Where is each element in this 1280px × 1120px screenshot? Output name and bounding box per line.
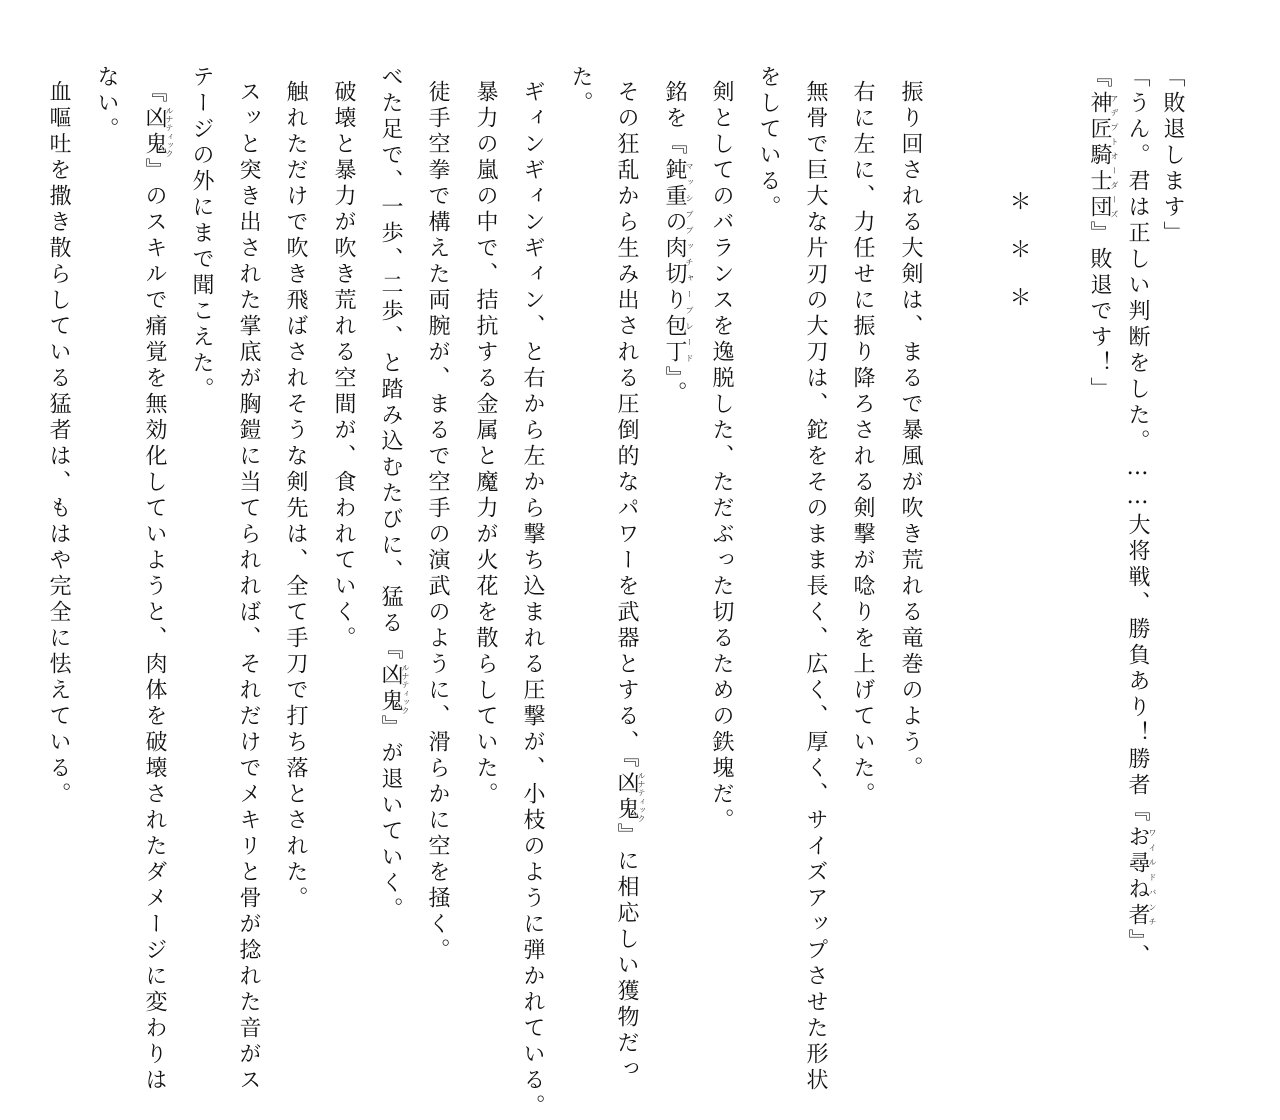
text-line — [1126, 65, 1157, 970]
text-segment: 』。 — [662, 366, 687, 407]
text-segment: 血嘔吐を撒き散らしている猛者は、もはや完全に怯えている。 — [46, 80, 71, 808]
ruby-reading: ルナティック — [401, 663, 410, 715]
text-segment: ない。 — [94, 65, 119, 143]
ruby-annotation — [662, 158, 694, 366]
text-line — [379, 65, 410, 923]
text-segment: 「敗退します」 — [1160, 65, 1185, 247]
text-segment: 暴力の嵐の中で、拮抗する金属と魔力が火花を散らしていた。 — [473, 80, 498, 808]
text-line — [95, 65, 117, 143]
text-segment: た。 — [568, 65, 593, 117]
text-line — [426, 80, 448, 964]
text-line — [237, 80, 259, 1094]
text-line — [284, 80, 306, 912]
text-line — [143, 80, 174, 1094]
text-line — [757, 65, 779, 221]
text-segment: 『 — [1087, 65, 1112, 91]
text-line — [474, 80, 496, 808]
text-segment: 』のスキルで痛覚を無効化していようと、肉体を破壊されたダメージに変わりは — [142, 158, 167, 1094]
text-line — [804, 80, 826, 1094]
text-segment: 』、 — [1125, 929, 1150, 970]
ruby-annotation — [142, 106, 174, 158]
text-segment: 』に相応しい獲物だっ — [614, 823, 639, 1083]
ruby-annotation — [1125, 825, 1157, 929]
text-segment: 触れただけで吹き飛ばされそうな剣先は、全て手刀で打ち落とされた。 — [283, 80, 308, 912]
text-segment: 『 — [142, 80, 167, 106]
text-line — [1161, 65, 1183, 247]
scene-break: ＊＊＊ — [1006, 190, 1031, 334]
ruby-base: 凶鬼 — [614, 771, 639, 823]
text-segment: 破壊と暴力が吹き荒れる空間が、食われていく。 — [331, 80, 356, 652]
text-segment: 振り回される大剣は、まるで暴風が吹き荒れる竜巻のよう。 — [898, 80, 923, 782]
ruby-reading: アデプトオーダーズ — [1110, 91, 1119, 221]
text-segment: 銘を『 — [662, 80, 687, 158]
text-line — [851, 80, 873, 808]
text-segment: 徒手空拳で構えた両腕が、まるで空手の演武のように、滑らかに空を掻く。 — [425, 80, 450, 964]
ruby-reading: ワイルドバンチ — [1148, 825, 1157, 929]
ruby-annotation — [614, 771, 646, 823]
text-segment: 』が退いていく。 — [378, 715, 403, 923]
ruby-reading: マッシブブッチャーブレード — [685, 158, 694, 366]
ruby-base: 神匠騎士団 — [1087, 91, 1112, 221]
text-line — [521, 80, 543, 1120]
ruby-annotation — [378, 663, 410, 715]
text-segment: ギィンギィンギィン、と右から左から撃ち込まれる圧撃が、小枝のように弾かれている。 — [520, 80, 545, 1120]
ruby-base: 凶鬼 — [378, 663, 403, 715]
ruby-base: 鈍重の肉切り包丁 — [662, 158, 687, 366]
text-segment: 右に左に、力任せに振り降ろされる剣撃が唸りを上げていた。 — [850, 80, 875, 808]
text-segment: をしている。 — [756, 65, 781, 221]
ruby-base: お尋ね者 — [1125, 825, 1150, 929]
text-segment: スッと突き出された掌底が胸鎧に当てられれば、それだけでメキリと骨が捻れた音がス — [236, 80, 261, 1094]
text-segment: 』敗退です！」 — [1087, 221, 1112, 403]
text-segment: 剣としてのバランスを逸脱した、ただぶった切るための鉄塊だ。 — [709, 80, 734, 834]
ruby-annotation — [1087, 91, 1119, 221]
text-line — [663, 80, 694, 407]
text-line — [47, 80, 69, 808]
ruby-reading: ルナティック — [637, 771, 646, 823]
text-segment: 「うん。君は正しい判断をした。……大将戦、勝負あり！勝者『 — [1125, 65, 1150, 825]
text-line — [710, 80, 732, 834]
text-line — [899, 80, 921, 782]
text-segment: テージの外にまで聞こえた。 — [189, 65, 214, 403]
ruby-base: 凶鬼 — [142, 106, 167, 158]
text-line — [1088, 65, 1119, 403]
text-line — [190, 65, 212, 403]
text-segment: 無骨で巨大な片刃の大刀は、鉈をそのまま長く、広く、厚く、サイズアップさせた形状 — [803, 80, 828, 1094]
text-segment: べた足で、一歩、二歩、と踏み込むたびに、猛る『 — [378, 65, 403, 663]
text-line — [332, 80, 354, 652]
text-line — [569, 65, 591, 117]
ruby-reading: ルナティック — [165, 106, 174, 158]
text-segment: その狂乱から生み出される圧倒的なパワーを武器とする、『 — [614, 80, 639, 771]
text-line — [615, 80, 646, 1083]
